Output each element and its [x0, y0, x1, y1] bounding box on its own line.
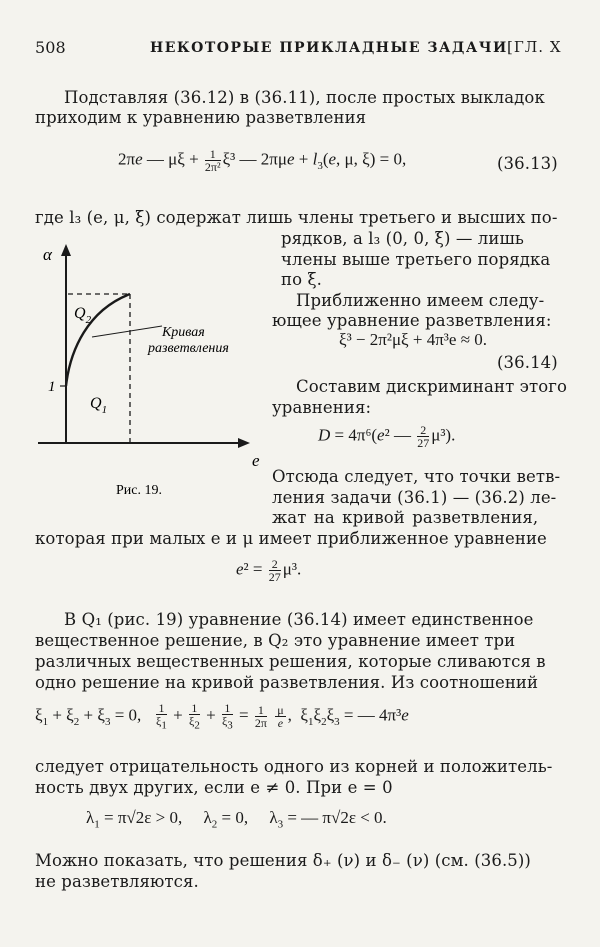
- chapter-label: [ГЛ. X: [507, 38, 562, 56]
- paragraph-line: по ξ.: [281, 270, 323, 289]
- q1-label: $Q_1$: [90, 395, 108, 416]
- paragraph-line: вещественное решение, в Q₂ это уравнение имеет три: [35, 631, 516, 650]
- paragraph-line: Отсюда следует, что точки ветв-: [272, 467, 561, 486]
- page-number: 508: [35, 38, 66, 57]
- equation-label: (36.13): [497, 154, 558, 173]
- equation-36-14: ξ³ − 2π²μξ + 4π³e ≈ 0.: [339, 330, 488, 349]
- curve-label-1: Кривая: [162, 325, 205, 340]
- equation-36-13: 2πe — μξ + $\frac{1}{\text{2π²}}$ ξ³ — $2\pi\mu e + l_3(e$, μ, ξ) = 0,: [118, 147, 407, 174]
- root-relations-equation: $\xi_1 + \xi_2 + \xi_3 = 0$, $\frac{1}{\xi_1}$ + $\frac{1}{\xi_2}$ + $\frac{1}{\xi_3}$ = $\frac{1}{2\pi}$ $\frac{\mu}{e}$ , $\xi_1\xi_2\xi_3$ = — 4π³e: [35, 701, 409, 732]
- paragraph-line: В Q₁ (рис. 19) уравнение (36.14) имеет единственное: [64, 610, 534, 629]
- branching-curve-equation: e² = $\frac{2}{27}$ μ³.: [236, 557, 302, 584]
- paragraph-line: Составим дискриминант этого: [296, 377, 568, 396]
- alpha-axis-arrow: [61, 244, 71, 256]
- paragraph-line: которая при малых e и μ имеет приближенное уравнение: [35, 529, 547, 548]
- one-label: 1: [48, 379, 56, 395]
- paragraph-line: Приближенно имеем следу-: [296, 291, 545, 310]
- e-axis-arrow: [238, 438, 250, 448]
- paragraph-line: Можно показать, что решения δ₊ (ν) и δ₋ (ν) (см. (36.5)): [35, 851, 531, 870]
- paragraph-line: рядков, а l₃ (0, 0, ξ) — лишь: [281, 229, 525, 248]
- running-title: НЕКОТОРЫЕ ПРИКЛАДНЫЕ ЗАДАЧИ: [150, 40, 508, 56]
- paragraph-line: не разветвляются.: [35, 872, 199, 891]
- curve-label-2: разветвления: [148, 341, 229, 356]
- paragraph-line: следует отрицательность одного из корней и положитель-: [35, 757, 553, 776]
- paragraph-line: ность двух других, если e ≠ 0. При e = 0: [35, 778, 393, 797]
- paragraph-line: различных вещественных решения, которые сливаются в: [35, 652, 546, 671]
- lambda-equations: $\lambda_1 = \pi√2\varepsilon > 0$, $\lambda_2 = 0$, $\lambda_3$ = — π√2ε < 0.: [86, 808, 387, 831]
- paragraph-line: приходим к уравнению разветвления: [35, 108, 367, 127]
- paragraph-line: Подставляя (36.12) в (36.11), после простых выкладок: [64, 88, 545, 107]
- e-label: e: [252, 451, 260, 470]
- paragraph-line: уравнения:: [272, 398, 372, 417]
- paragraph-line: ления задачи (36.1) — (36.2) ле-: [272, 488, 557, 507]
- paragraph-line: ющее уравнение разветвления:: [272, 311, 552, 330]
- paragraph-line: жат на кривой разветвления,: [272, 508, 539, 527]
- label-leader: [92, 326, 162, 337]
- q2-label: $Q_2$: [74, 305, 92, 326]
- alpha-label: α: [43, 245, 52, 264]
- equation-label: (36.14): [497, 353, 558, 372]
- figure-19: [30, 238, 270, 498]
- figure-caption: Рис. 19.: [116, 483, 162, 498]
- paragraph-line: одно решение на кривой разветвления. Из соотношений: [35, 673, 539, 692]
- paragraph-line: члены выше третьего порядка: [281, 250, 551, 269]
- discriminant-equation: D = 4π⁶(e² — $\frac{2}{27}$ μ³).: [318, 423, 456, 450]
- paragraph-line: где l₃ (e, μ, ξ) содержат лишь члены третьего и высших по-: [35, 208, 558, 227]
